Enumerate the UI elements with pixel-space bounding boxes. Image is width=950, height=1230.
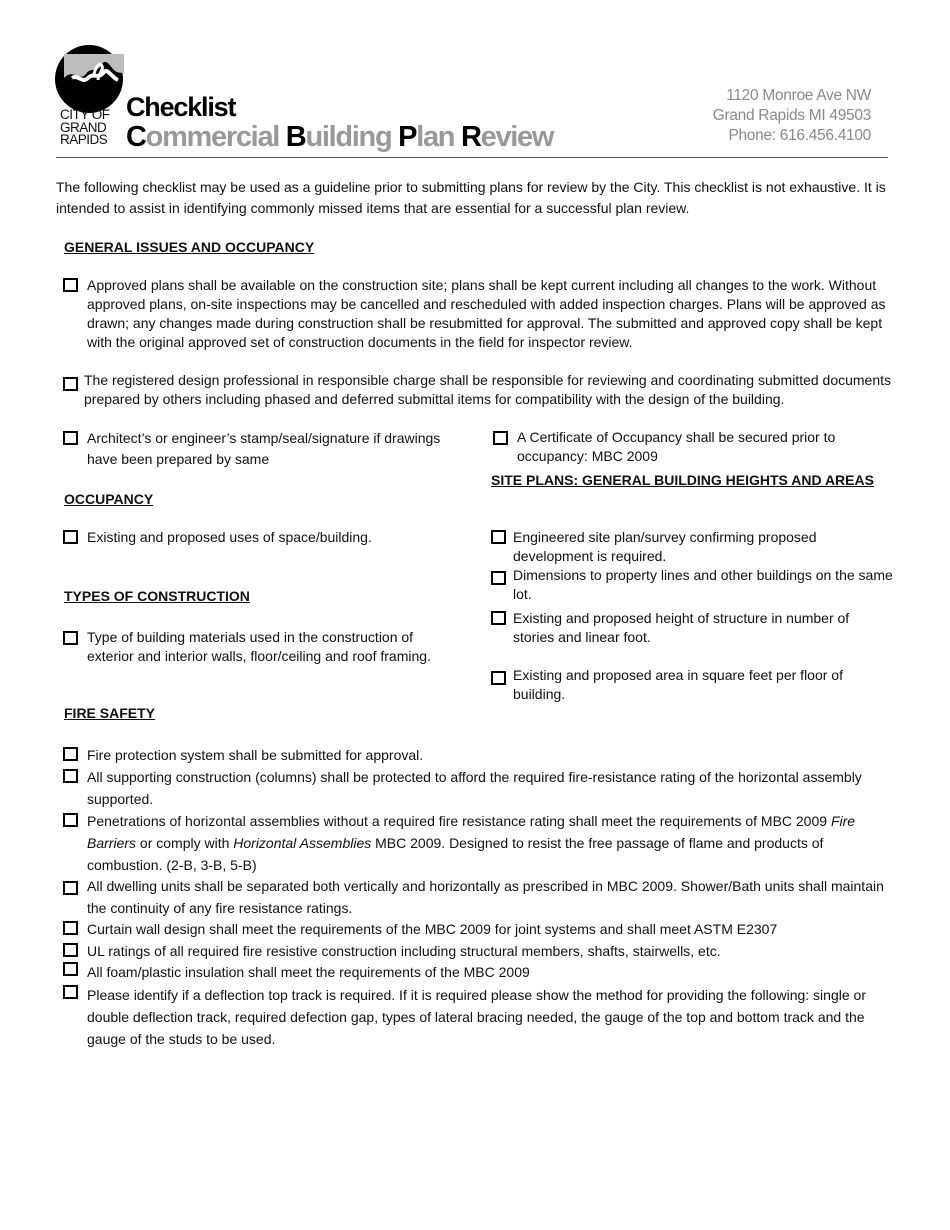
address-phone: Phone: 616.456.4100 <box>728 127 871 144</box>
checkbox[interactable] <box>63 813 78 827</box>
checkbox[interactable] <box>63 631 78 645</box>
checkbox[interactable] <box>63 530 78 544</box>
header-divider <box>56 157 888 158</box>
checklist-item-penetrations: Penetrations of horizontal assemblies without a required fire resistance rating shall meet the requirements of MBC 2009 Fire Barriers or comply with Horizontal Assemblies MBC 2009. Designed to resist the free passage of flame and products of combustion. (2-B, 3-B, 5-B) <box>63 810 893 876</box>
checklist-item-ul-ratings: UL ratings of all required fire resistive construction including structural members, shafts, stairwells, etc. <box>63 941 893 962</box>
address-city: Grand Rapids MI 49503 <box>712 107 871 124</box>
title-word-lan: lan <box>416 121 461 153</box>
heading-fire-safety: FIRE SAFETY <box>64 705 156 721</box>
title-cap-p: P <box>398 121 417 153</box>
checkbox[interactable] <box>63 278 78 292</box>
checklist-item-site-plan: Engineered site plan/survey confirming proposed development is required. <box>491 528 851 566</box>
checkbox[interactable] <box>491 671 506 685</box>
heading-types-of-construction: TYPES OF CONSTRUCTION <box>64 588 250 604</box>
checklist-item-design-professional: The registered design professional in responsible charge shall be responsible for reviewing and coordinating submitted documents prepared by others including phased and deferred submittal items for compatibility with the design of the building. <box>63 371 893 409</box>
checkbox[interactable] <box>63 921 78 935</box>
heading-general-issues: GENERAL ISSUES AND OCCUPANCY <box>64 239 315 255</box>
checkbox[interactable] <box>63 985 78 999</box>
checkbox[interactable] <box>491 530 506 544</box>
checkbox[interactable] <box>493 431 508 445</box>
logo-line-1: CITY OF <box>60 107 110 122</box>
logo-line-2: GRAND <box>60 119 107 135</box>
city-logo <box>54 44 126 152</box>
title-word-eview: eview <box>480 121 554 153</box>
title-cap-c: C <box>126 121 146 153</box>
intro-paragraph: The following checklist may be used as a guideline prior to submitting plans for review by the City. This checklist is not exhaustive. It is intended to assist in identifying commonly missed items that are essential for a successful plan review. <box>56 179 886 216</box>
checklist-item-property-dimensions: Dimensions to property lines and other buildings on the same lot. <box>491 566 911 604</box>
checklist-item-stamp-seal: Architect’s or engineer’s stamp/seal/signature if drawings have been prepared by same <box>63 428 463 470</box>
checkbox[interactable] <box>491 571 506 585</box>
checkbox[interactable] <box>63 747 78 761</box>
checkbox[interactable] <box>63 943 78 957</box>
checklist-item-approved-plans: Approved plans shall be available on the construction site; plans shall be kept current including all changes to the work. Without approved plans, on-site inspections may be cancelled and rescheduled with added inspection charges. Plans will be approved as drawn; any changes made during construction shall be resubmitted for approval. The submitted and approved copy shall be kept with the original approved set of construction documents in the field for inspector review. <box>63 276 893 352</box>
address-block <box>713 86 871 146</box>
checkbox[interactable] <box>63 881 78 895</box>
checklist-item-curtain-wall: Curtain wall design shall meet the requirements of the MBC 2009 for joint systems and shall meet ASTM E2307 <box>63 919 893 940</box>
city-logo-emblem-icon <box>54 44 126 114</box>
checkbox[interactable] <box>63 769 78 783</box>
logo-line-3: RAPIDS <box>60 132 108 147</box>
checklist-item-foam-insulation: All foam/plastic insulation shall meet the requirements of the MBC 2009 <box>63 962 893 983</box>
checklist-item-floor-area: Existing and proposed area in square feet per floor of building. <box>491 666 871 704</box>
checkbox[interactable] <box>491 611 506 625</box>
checkbox[interactable] <box>63 377 78 391</box>
checklist-item-supporting-construction: All supporting construction (columns) shall be protected to afford the required fire-resistance rating of the horizontal assembly supported. <box>63 766 898 810</box>
title-word-uilding: uilding <box>305 121 399 153</box>
title-cap-b: B <box>285 121 306 153</box>
document-title <box>126 121 553 154</box>
heading-occupancy: OCCUPANCY <box>64 491 154 507</box>
heading-site-plans: SITE PLANS: GENERAL BUILDING HEIGHTS AND AREAS <box>491 472 874 488</box>
checklist-item-deflection-track: Please identify if a deflection top track is required. If it is required please show the method for providing the following: single or double deflection track, required defection gap, types of lateral bracing needed, the gauge of the top and bottom track and the gauge of the studs to be used. <box>63 984 898 1050</box>
checklist-item-uses-of-space: Existing and proposed uses of space/building. <box>63 528 463 547</box>
checklist-item-fire-protection: Fire protection system shall be submitted for approval. <box>63 745 893 766</box>
checkbox[interactable] <box>63 962 78 976</box>
title-word-ommercial: ommercial <box>145 121 286 153</box>
checklist-item-certificate-occupancy: A Certificate of Occupancy shall be secured prior to occupancy: MBC 2009 <box>493 428 873 466</box>
logo-wordmark <box>60 109 126 147</box>
title-cap-r: R <box>460 121 481 153</box>
checklist-item-structure-height: Existing and proposed height of structure in number of stories and linear foot. <box>491 609 881 647</box>
title-checklist: Checklist <box>126 92 236 122</box>
checklist-item-building-materials: Type of building materials used in the construction of exterior and interior walls, floor/ceiling and roof framing. <box>63 628 458 666</box>
address-street: 1120 Monroe Ave NW <box>726 87 871 104</box>
checklist-item-dwelling-units: All dwelling units shall be separated both vertically and horizontally as prescribed in MBC 2009. Shower/Bath units shall maintain the continuity of any fire resistance ratings. <box>63 875 888 919</box>
checkbox[interactable] <box>63 431 78 445</box>
